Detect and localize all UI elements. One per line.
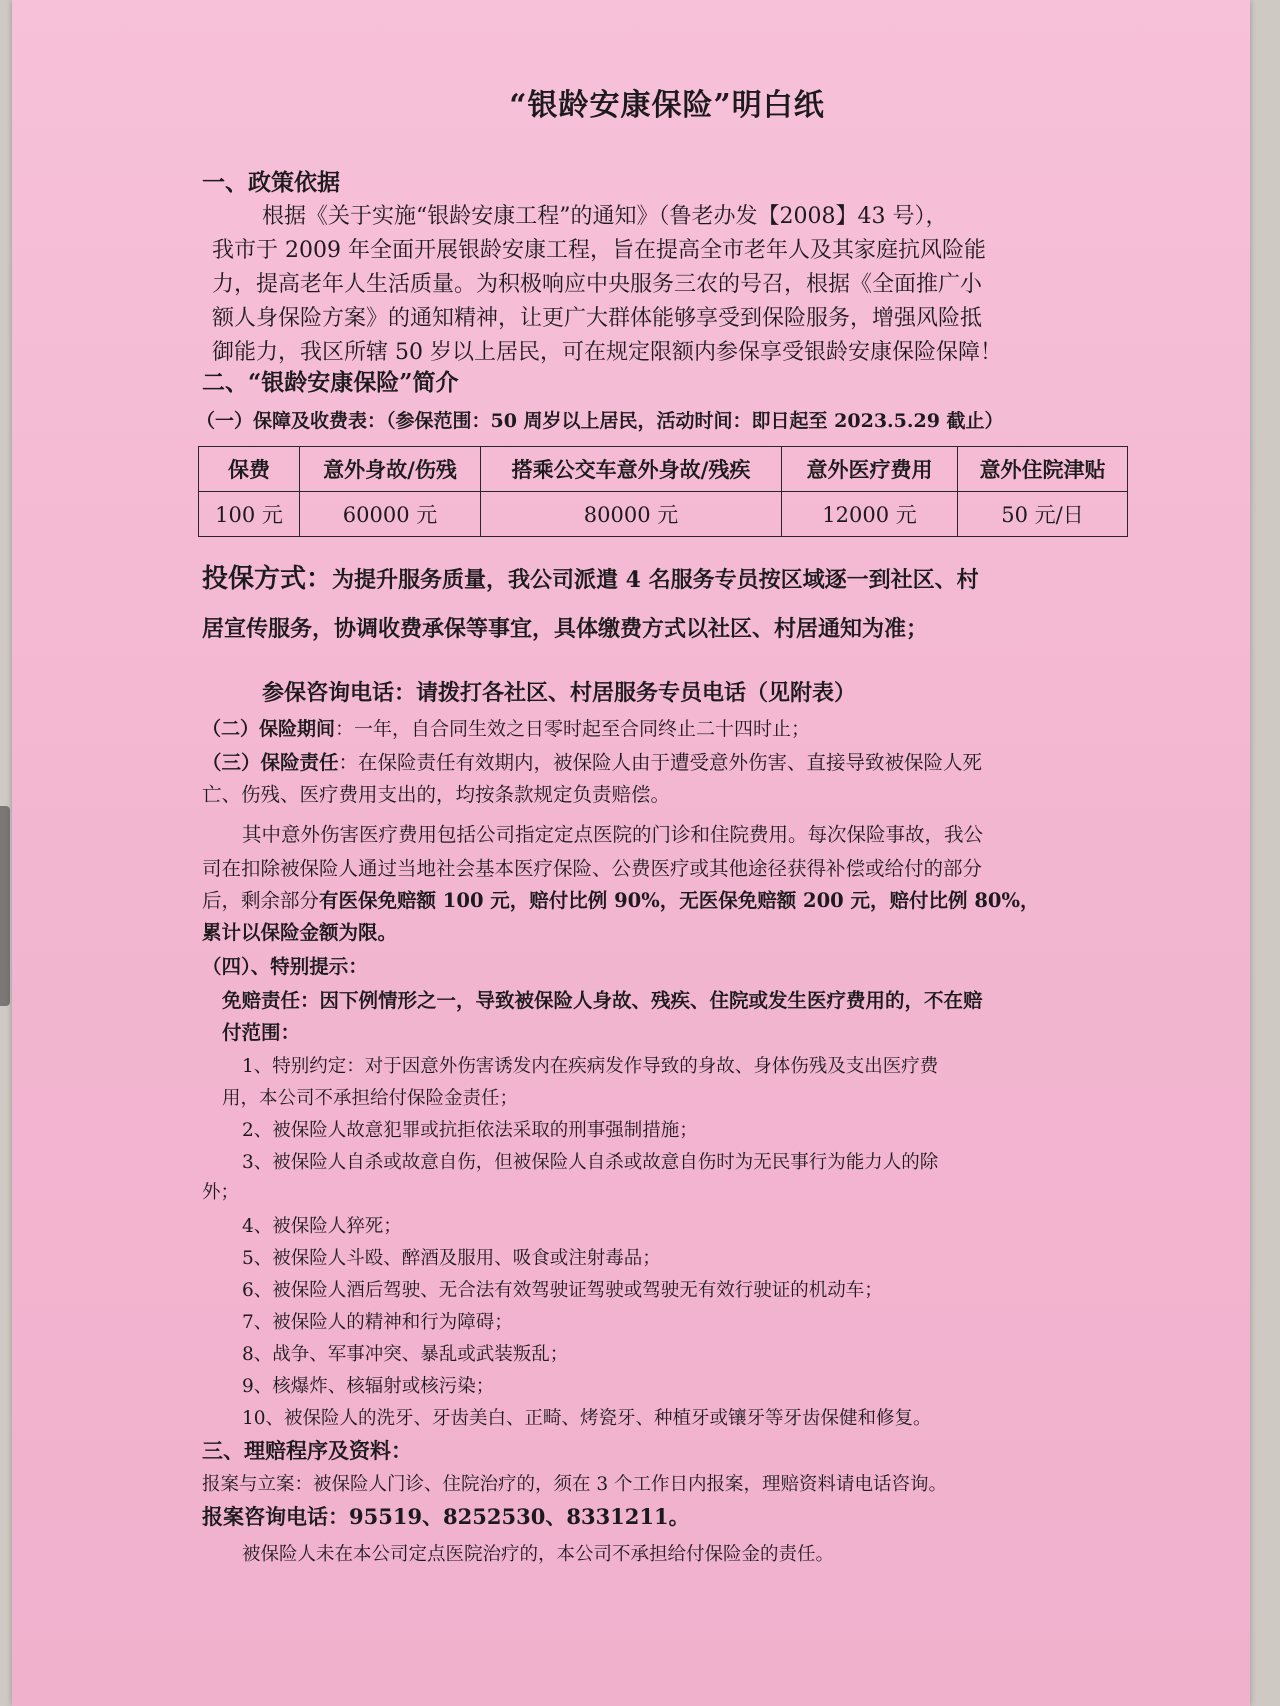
document-title: “银龄安康保险”明白纸 (509, 88, 825, 123)
exclusion-item: 外； (202, 1182, 240, 1203)
insure-method-text: 居宣传服务，协调收费承保等事宜，具体缴费方式以社区、村居通知为准； (202, 616, 929, 642)
fee-table-caption: （一）保障及收费表：（参保范围：50 周岁以上居民，活动时间：即日起至 2023.5.29 截止） (196, 410, 1004, 432)
insure-method-label: 投保方式： (202, 564, 333, 594)
exclusion-item: 3、被保险人自杀或故意自伤，但被保险人自杀或故意自伤时为无民事行为能力人的除 (242, 1152, 939, 1173)
section1-line: 根据《关于实施“银龄安康工程”的通知》（鲁老办发【2008】43 号）， (262, 204, 948, 229)
fee-table (198, 446, 1128, 537)
exclusion-text: 免赔责任：因下例情形之一，导致被保险人身故、残疾、住院或发生医疗费用的，不在赔 (222, 989, 983, 1012)
report-text: 报案与立案：被保险人门诊、住院治疗的，须在 3 个工作日内报案，理赔资料请电话咨询。 (202, 1474, 948, 1495)
section1-heading: 一、政策依据 (202, 169, 340, 196)
clip (0, 806, 10, 1006)
fee-table-cell: 50 元/日 (958, 492, 1128, 537)
section1-line: 力，提高老年人生活质量。为积极响应中央服务三农的号召，根据《全面推广小 (212, 272, 983, 297)
fee-table-header: 意外住院津贴 (958, 447, 1128, 492)
liability-text (202, 748, 982, 778)
exclusion-text: 付范围： (222, 1021, 301, 1044)
period-label: （二）保险期间 (202, 718, 336, 740)
tips-heading: （四）、特别提示： (202, 955, 368, 978)
deductible-text: 有医保免赔额 100 元，赔付比例 90%，无医保免赔额 200 元，赔付比例 80%， (319, 889, 1040, 912)
section1-line: 御能力，我区所辖 50 岁以上居民，可在规定限额内参保享受银龄安康保险保障！ (212, 340, 1002, 365)
period-value: ：一年，自合同生效之日零时起至合同终止二十四时止； (335, 718, 811, 740)
exclusion-item: 1、特别约定：对于因意外伤害诱发内在疾病发作导致的身故、身体伤残及支出医疗费 (242, 1056, 939, 1077)
exclusion-item: 10、被保险人的洗牙、牙齿美白、正畸、烤瓷牙、种植牙或镶牙等牙齿保健和修复。 (242, 1408, 932, 1429)
fee-table-cell: 12000 元 (782, 492, 958, 537)
hospital-note: 被保险人未在本公司定点医院治疗的，本公司不承担给付保险金的责任。 (242, 1544, 835, 1565)
fee-table-cell: 60000 元 (300, 492, 481, 537)
exclusion-item: 9、核爆炸、核辐射或核污染； (242, 1376, 495, 1397)
section3-heading: 三、理赔程序及资料： (202, 1438, 412, 1463)
exclusion-item: 2、被保险人故意犯罪或抗拒依法采取的刑事强制措施； (242, 1120, 698, 1141)
liability-value: ：在保险责任有效期内，被保险人由于遭受意外伤害、直接导致被保险人死 (338, 751, 983, 774)
exclusion-item: 8、战争、军事冲突、暴乱或武装叛乱； (242, 1344, 569, 1365)
hotline-text: 参保咨询电话：请拨打各社区、村居服务专员电话（见附表） (262, 680, 857, 706)
medical-text: 其中意外伤害医疗费用包括公司指定定点医院的门诊和住院费用。每次保险事故，我公 (242, 823, 984, 846)
exclusion-item: 用，本公司不承担给付保险金责任； (222, 1088, 519, 1109)
fee-table-cell: 100 元 (199, 492, 300, 537)
document-page (12, 0, 1250, 1706)
medical-text: 司在扣除被保险人通过当地社会基本医疗保险、公费医疗或其他途径获得补偿或给付的部分 (202, 857, 983, 880)
liability-text: 亡、伤残、医疗费用支出的，均按条款规定负责赔偿。 (202, 783, 671, 806)
fee-table-header: 意外身故/伤残 (300, 447, 481, 492)
liability-label: （三）保险责任 (202, 751, 339, 774)
fee-table-row (199, 492, 1128, 537)
fee-table-header-row (199, 447, 1128, 492)
section1-line: 我市于 2009 年全面开展银龄安康工程，旨在提高全市老年人及其家庭抗风险能 (212, 238, 986, 263)
period-text (202, 714, 810, 744)
medical-text: 累计以保险金额为限。 (202, 921, 398, 944)
insure-method (202, 560, 979, 600)
exclusion-item: 6、被保险人酒后驾驶、无合法有效驾驶证驾驶或驾驶无有效行驶证的机动车； (242, 1280, 883, 1301)
fee-table-header: 意外医疗费用 (782, 447, 958, 492)
exclusion-item: 5、被保险人斗殴、醉酒及服用、吸食或注射毒品； (242, 1248, 661, 1269)
medical-text-part: 后，剩余部分 (202, 889, 320, 912)
fee-table-cell: 80000 元 (481, 492, 782, 537)
section2-heading: 二、“银龄安康保险”简介 (202, 369, 459, 396)
fee-table-header: 保费 (199, 447, 300, 492)
exclusion-item: 4、被保险人猝死； (242, 1216, 402, 1237)
insure-method-text: 为提升服务质量，我公司派遣 4 名服务专员按区域逐一到社区、村 (332, 567, 979, 593)
medical-text (202, 886, 1040, 916)
section1-line: 额人身保险方案》的通知精神，让更广大群体能够享受到保险服务，增强风险抵 (212, 306, 983, 331)
fee-table-header: 搭乘公交车意外身故/残疾 (481, 447, 782, 492)
exclusion-item: 7、被保险人的精神和行为障碍； (242, 1312, 513, 1333)
report-phone: 报案咨询电话：95519、8252530、8331211。 (202, 1504, 690, 1529)
